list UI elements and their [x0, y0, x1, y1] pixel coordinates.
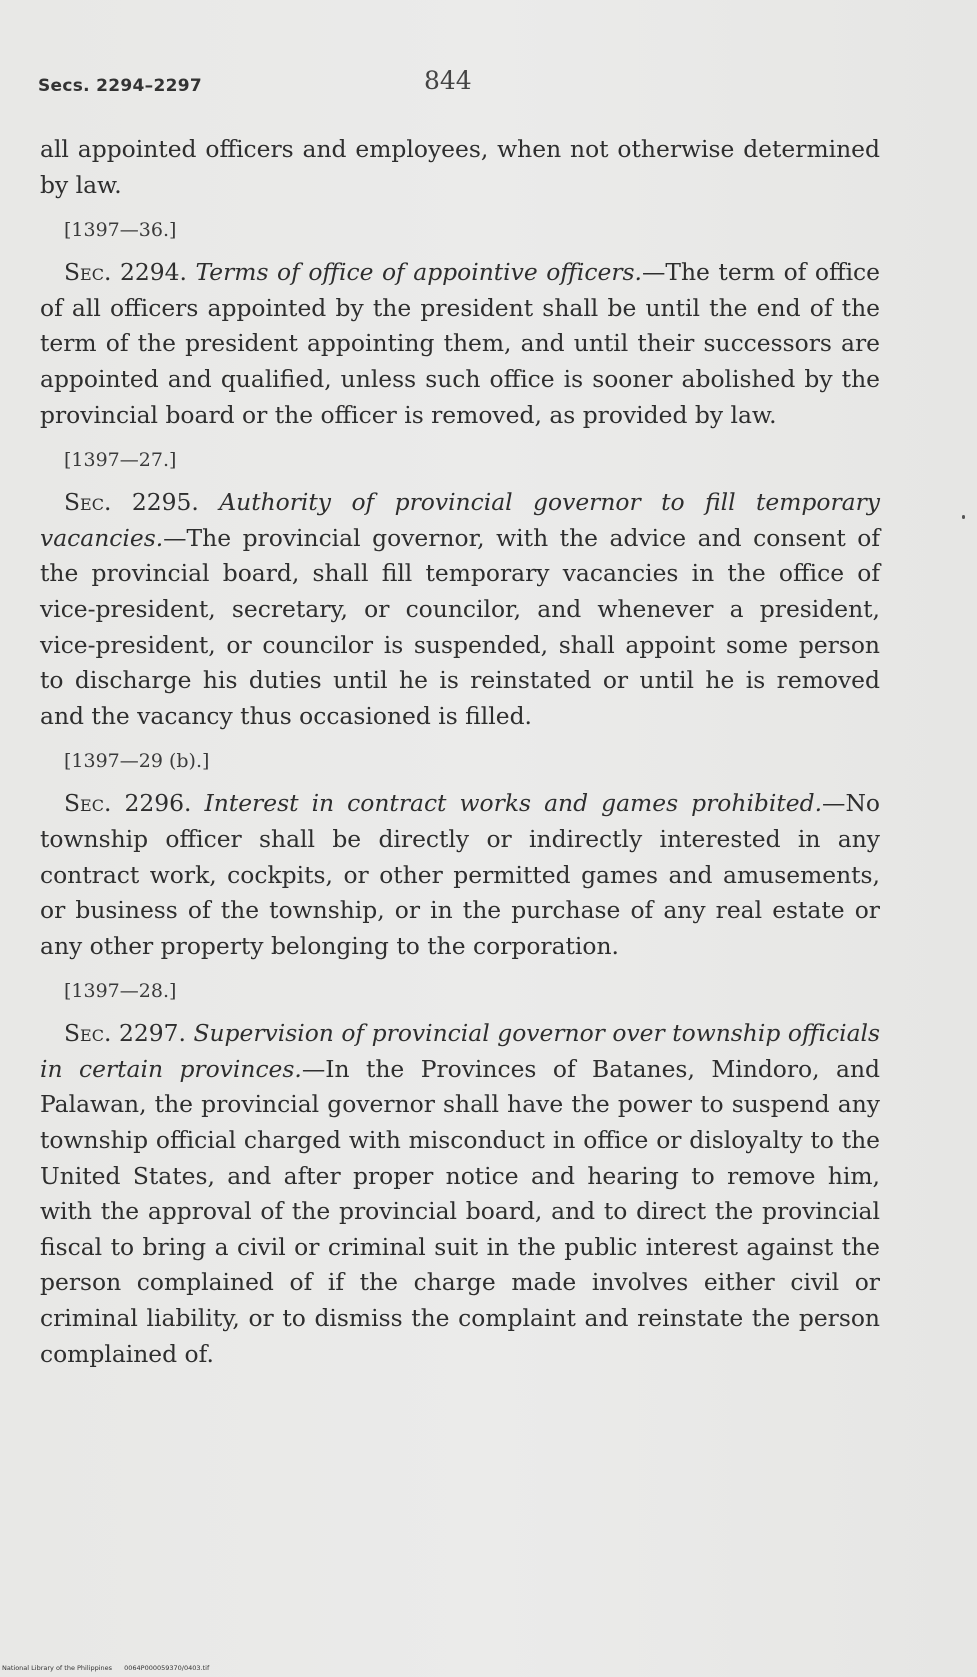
- running-head: Secs. 2294–2297: [38, 76, 202, 96]
- section-text: —In the Provinces of Batanes, Mindoro, and Palawan, the provincial governor shall have the power to suspend any township official charged with misconduct in office or disloyalty to the United States, and after proper notice and hearing to remove him, with the approval of the provincial board, and to direct the provincial fiscal to bring a civil or criminal suit in the public interest against the person complained of if the charge made involves either civil or criminal liability, or to dismiss the complaint and reinstate the person complained of.: [40, 1054, 880, 1368]
- section-abbr: Sec.: [64, 1019, 112, 1048]
- section-2296: [40, 786, 880, 964]
- citation: [1397—28.]: [64, 980, 177, 1003]
- section-number: 2294.: [119, 258, 187, 287]
- section-number: 2296.: [124, 789, 192, 818]
- section-abbr: Sec.: [64, 488, 112, 517]
- body-text: [40, 132, 880, 1372]
- section-2295: [40, 485, 880, 734]
- page-number: 844: [424, 66, 472, 95]
- footer-institution: National Library of the Philippines: [2, 1664, 113, 1672]
- scan-footer: [2, 1664, 219, 1672]
- section-2294: [40, 255, 880, 433]
- section-heading: Supervision of provincial governor over township officials in certain provinces.: [40, 1019, 881, 1083]
- section-abbr: Sec.: [64, 789, 112, 818]
- section-2297: [40, 1016, 880, 1372]
- footer-identifier: 0064P000059370/0403.tif: [124, 1664, 210, 1672]
- section-heading: Terms of office of appointive officers.: [195, 258, 642, 287]
- section-text: —The provincial governor, with the advice and consent of the provincial board, shall fill temporary vacancies in the office of vice-president, secretary, or councilor, and whenever a president, vice-president, or councilor is suspended, shall appoint some person to discharge his duties until he is reinstated or until he is removed and the vacancy thus occasioned is filled.: [40, 523, 880, 730]
- section-text: —The term of office of all officers appointed by the president shall be until the end of the term of the president appointing them, and until their successors are appointed and qualified, unless such office is sooner abolished by the provincial board or the officer is removed, as provided by law.: [40, 258, 881, 429]
- section-heading: Interest in contract works and games prohibited.: [204, 789, 823, 818]
- continuation-paragraph: all appointed officers and employees, when not otherwise determined by law.: [40, 135, 880, 199]
- section-abbr: Sec.: [64, 258, 112, 287]
- scan-speck: [962, 515, 965, 519]
- page-header: [38, 66, 898, 106]
- section-heading: Authority of provincial governor to fill temporary vacancies.: [40, 488, 881, 552]
- section-text: —No township officer shall be directly or indirectly interested in any contract work, cockpits, or other permitted games and amusements, or business of the township, or in the purchase of any real estate or any other property belonging to the corporation.: [40, 789, 880, 960]
- citation: [1397—29 (b).]: [64, 750, 210, 773]
- citation: [1397—36.]: [64, 219, 177, 242]
- section-number: 2297.: [118, 1019, 186, 1048]
- citation: [1397—27.]: [64, 449, 177, 472]
- section-number: 2295.: [131, 488, 199, 517]
